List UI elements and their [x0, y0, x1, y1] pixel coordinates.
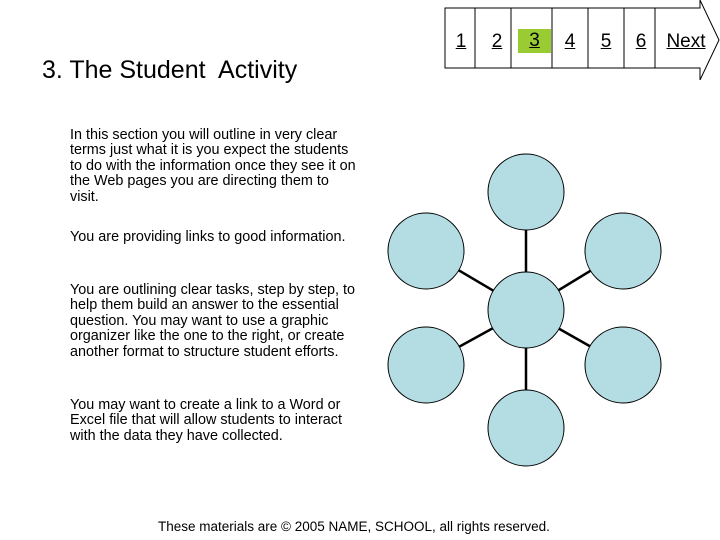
organizer-node-center	[488, 272, 564, 348]
organizer-node-upper-right	[585, 213, 661, 289]
organizer-node-top	[488, 154, 564, 230]
paragraph-instructions: In this section you will outline in very clear terms just what it is you expect the students to do with the information once they see it on the Web pages you are directing them to visit.	[70, 127, 356, 205]
paragraph-links: You are providing links to good information.	[70, 229, 346, 245]
nav-page-3-link[interactable]: 3	[518, 29, 551, 53]
copyright-footer: These materials are © 2005 NAME, SCHOOL, all rights reserved.	[158, 519, 550, 534]
paragraph-tasks: You are outlining clear tasks, step by step, to help them build an answer to the essential question. You may want to use a graphic organizer like the one to the right, or create another format to structure student efforts.	[70, 282, 356, 360]
organizer-node-upper-left	[388, 213, 464, 289]
nav-page-2-link[interactable]: 2	[491, 31, 503, 52]
slide-title: 3. The Student Activity	[42, 56, 298, 84]
organizer-node-bottom	[488, 390, 564, 466]
paragraph-data-file: You may want to create a link to a Word or Excel file that will allow students to interact with the data they have collected.	[70, 397, 342, 444]
nav-page-6-link[interactable]: 6	[635, 31, 647, 52]
nav-next-link[interactable]: Next	[666, 31, 706, 52]
organizer-node-lower-left	[388, 327, 464, 403]
nav-page-5-link[interactable]: 5	[600, 31, 612, 52]
nav-page-4-link[interactable]: 4	[564, 31, 576, 52]
organizer-node-lower-right	[585, 327, 661, 403]
nav-page-1-link[interactable]: 1	[455, 31, 467, 52]
